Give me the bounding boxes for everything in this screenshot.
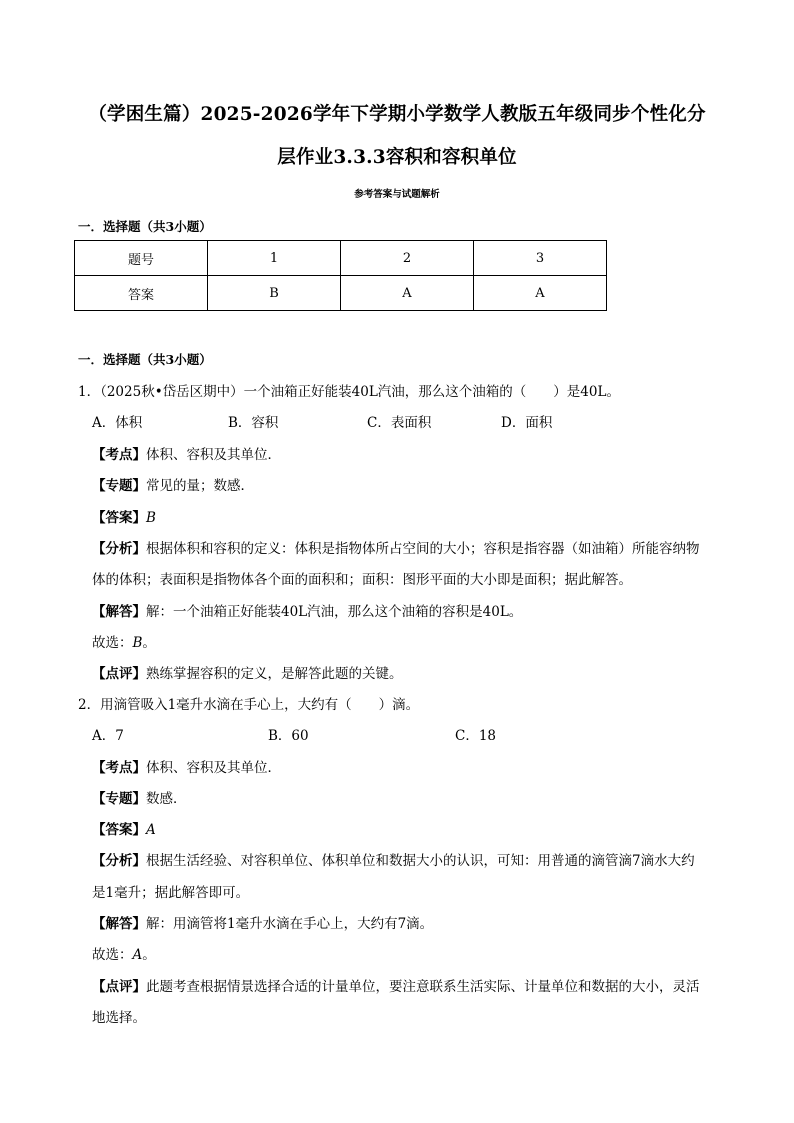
question-1-fenxi-line-1 (92, 537, 700, 557)
fenxi-text: 根据体积和容积的定义：体积是指物体所占空间的大小；容积是指容器（如油箱）所能容纳物 (146, 541, 700, 557)
guxuan-letter: A (132, 947, 143, 963)
section-heading-questions: 一．选择题（共3小题） (78, 352, 212, 367)
dianping-tag: 【点评】 (92, 666, 146, 682)
daan-tag: 【答案】 (92, 822, 146, 838)
question-2-kaodian (92, 756, 281, 776)
table-cell: 2 (341, 241, 474, 276)
daan-text: A (146, 822, 156, 838)
question-2-option-c: C．18 (455, 728, 497, 744)
dianping-tag: 【点评】 (92, 979, 146, 995)
daan-tag: 【答案】 (92, 510, 146, 526)
zhuanti-text: 常见的量；数感． (146, 478, 254, 494)
table-cell: B (208, 276, 341, 311)
table-cell: 3 (474, 241, 607, 276)
question-2-jieda (92, 912, 433, 932)
fenxi-text: 根据生活经验、对容积单位、体积单位和数据大小的认识，可知：用普通的滴管滴7滴水大约 (146, 853, 695, 869)
table-row (75, 276, 607, 311)
question-1-option-b: B．容积 (228, 415, 279, 431)
zhuanti-tag: 【专题】 (92, 791, 146, 807)
zhuanti-tag: 【专题】 (92, 478, 146, 494)
guxuan-prefix: 故选： (92, 635, 133, 651)
question-2-fenxi-line-2: 是1毫升；据此解答即可。 (92, 885, 250, 901)
jieda-tag: 【解答】 (92, 916, 146, 932)
answer-table (74, 240, 607, 311)
kaodian-text: 体积、容积及其单位． (146, 760, 281, 776)
question-2-fenxi-line-1 (92, 849, 695, 869)
jieda-tag: 【解答】 (92, 604, 146, 620)
question-1-option-a: A．体积 (92, 415, 143, 431)
question-2-daan (92, 818, 156, 838)
daan-text: B (146, 510, 156, 526)
table-cell: A (341, 276, 474, 311)
question-2-stem: 2．用滴管吸入1毫升水滴在手心上，大约有（ ）滴。 (78, 697, 420, 713)
kaodian-text: 体积、容积及其单位． (146, 447, 281, 463)
table-cell-header: 题号 (75, 241, 208, 276)
table-row (75, 241, 607, 276)
jieda-text: 解：一个油箱正好能装40L汽油，那么这个油箱的容积是40L。 (146, 604, 523, 620)
question-1-guxuan (92, 631, 156, 651)
question-1-option-d: D．面积 (501, 415, 553, 431)
guxuan-letter: B (132, 635, 143, 651)
question-2-guxuan (92, 943, 156, 963)
dianping-text: 此题考查根据情景选择合适的计量单位，要注意联系生活实际、计量单位和数据的大小，灵活 (146, 979, 700, 995)
question-1-stem: 1．（2025秋•岱岳区期中）一个油箱正好能装40L汽油，那么这个油箱的（ ）是40L。 (78, 384, 620, 400)
kaodian-tag: 【考点】 (92, 447, 146, 463)
question-1-dianping (92, 662, 403, 682)
question-2-dianping-line-1 (92, 975, 700, 995)
document-title-line-1: （学困生篇）2025-2026学年下学期小学数学人教版五年级同步个性化分 (88, 104, 706, 125)
fenxi-tag: 【分析】 (92, 541, 146, 557)
question-2-option-a: A．7 (92, 728, 124, 744)
question-2-dianping-line-2: 地选择。 (92, 1010, 146, 1026)
table-cell-header: 答案 (75, 276, 208, 311)
document-subtitle: 参考答案与试题解析 (354, 189, 440, 200)
kaodian-tag: 【考点】 (92, 760, 146, 776)
zhuanti-text: 数感． (146, 791, 187, 807)
question-1-daan (92, 506, 156, 526)
dianping-text: 熟练掌握容积的定义，是解答此题的关键。 (146, 666, 403, 682)
guxuan-prefix: 故选： (92, 947, 133, 963)
question-1-fenxi-line-2: 体的体积；表面积是指物体各个面的面积和；面积：图形平面的大小即是面积；据此解答。 (92, 572, 632, 588)
document-title-line-2: 层作业3.3.3容积和容积单位 (277, 147, 517, 168)
fenxi-tag: 【分析】 (92, 853, 146, 869)
question-1-kaodian (92, 443, 281, 463)
question-1-option-c: C．表面积 (367, 415, 432, 431)
guxuan-suffix: 。 (142, 947, 156, 963)
table-cell: 1 (208, 241, 341, 276)
section-heading-answers: 一．选择题（共3小题） (78, 219, 212, 234)
table-cell: A (474, 276, 607, 311)
guxuan-suffix: 。 (142, 635, 156, 651)
question-2-option-b: B．60 (268, 728, 309, 744)
question-1-jieda (92, 600, 522, 620)
jieda-text: 解：用滴管将1毫升水滴在手心上，大约有7滴。 (146, 916, 434, 932)
question-2-zhuanti (92, 787, 187, 807)
question-1-zhuanti (92, 474, 254, 494)
